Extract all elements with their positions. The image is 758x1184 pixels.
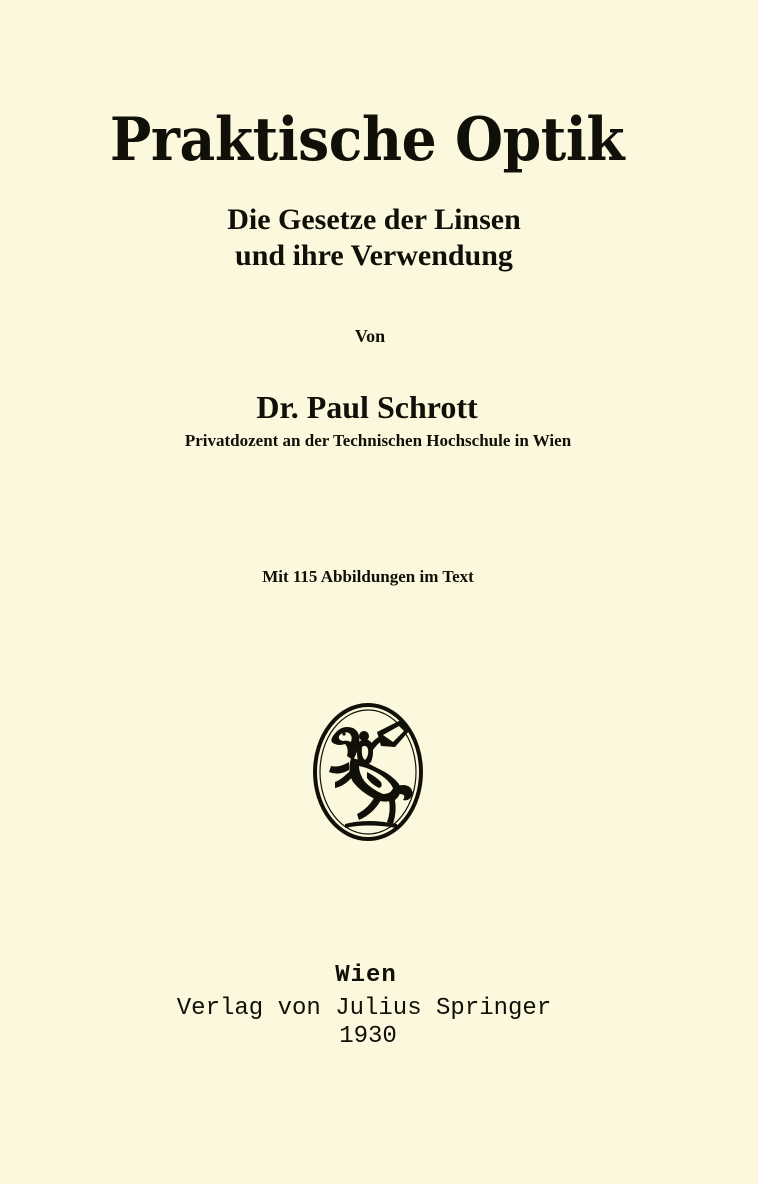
illustrations-note: Mit 115 Abbildungen im Text (262, 567, 474, 586)
book-title: Praktische Optik (109, 105, 625, 175)
book-subtitle-line-1: Die Gesetze der Linsen (227, 203, 521, 236)
springer-horse-rider-emblem-icon (311, 702, 425, 842)
by-label: Von (354, 326, 386, 346)
author-name: Dr. Paul Schrott (256, 389, 478, 425)
publisher-name: Verlag von Julius Springer (176, 995, 552, 1022)
author-affiliation: Privatdozent an der Technischen Hochschule in Wien (184, 431, 572, 450)
book-subtitle-line-2: und ihre Verwendung (235, 239, 513, 272)
publication-year: 1930 (339, 1023, 397, 1050)
publication-place: Wien (335, 962, 397, 989)
